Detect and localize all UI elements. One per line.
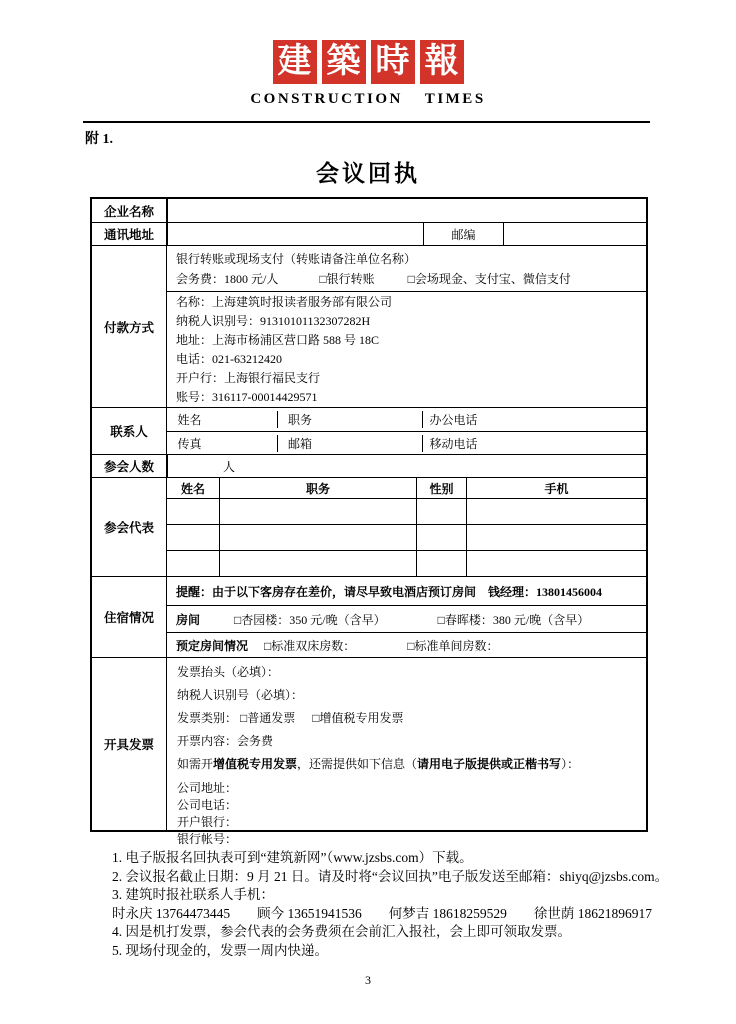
room-label: 房间 — [176, 612, 201, 627]
logo-square — [322, 40, 366, 84]
row-label-payment: 付款方式 — [92, 246, 167, 407]
payee-phone: 电话：021-63212420 — [176, 351, 282, 366]
delegates-row — [92, 477, 646, 576]
room-options-subrow — [167, 605, 646, 632]
payee-tax-id: 纳税人识别号：91310101132307282H — [176, 313, 371, 328]
row-label-contact: 联系人 — [92, 408, 167, 454]
twin-room-count-checkbox[interactable]: □标准双床房数： — [264, 638, 356, 653]
vat-note-text: 如需开 — [177, 757, 214, 771]
contact-office-phone-label: 办公电话 — [422, 411, 484, 428]
attendee-count-row — [92, 454, 646, 477]
delegate-phone-header: 手机 — [466, 478, 646, 498]
company-name-input[interactable] — [167, 199, 646, 222]
delegate-title-input[interactable] — [219, 525, 416, 550]
attachment-label: 附 1. — [85, 132, 113, 147]
invoice-content-line: 开票内容：会务费 — [177, 734, 274, 748]
attendee-count-unit: 人 — [223, 459, 236, 474]
delegate-gender-input[interactable] — [416, 525, 466, 550]
contact-fax-label: 传真 — [177, 436, 202, 451]
footnotes — [112, 849, 736, 960]
vat-invoice-checkbox[interactable]: □增值税专用发票 — [312, 711, 404, 725]
delegate-name-header: 姓名 — [180, 481, 205, 496]
accommodation-reminder: 提醒：由于以下客房存在差价，请尽早致电酒店预订房间 — [176, 584, 477, 599]
fee-amount: 会务费：1800 元/人 — [176, 271, 279, 286]
accommodation-row — [92, 576, 646, 657]
delegate-title-input[interactable] — [219, 499, 416, 524]
contact-name-label: 姓名 — [177, 413, 202, 427]
note-line: 5. 现场付现金的，发票一周内快递。 — [112, 942, 328, 958]
page-number: 3 — [365, 973, 371, 987]
logo-square — [371, 40, 415, 84]
delegate-name-input[interactable] — [167, 525, 219, 550]
form-title: 会议回执 — [316, 161, 420, 186]
vat-note-bold: 请用电子版提供或正楷书写 — [417, 757, 562, 771]
logo-subtitle: CONSTRUCTION TIMES — [250, 91, 486, 107]
contact-row — [92, 407, 646, 454]
contact-content — [167, 408, 646, 454]
delegates-content — [167, 478, 646, 576]
contact-subrow-1 — [167, 408, 646, 431]
row-label-invoice: 开具发票 — [92, 658, 167, 830]
booking-label: 预定房间情况 — [176, 638, 249, 653]
contact-email-label: 邮箱 — [277, 435, 322, 452]
vat-note-text: ）： — [561, 757, 580, 771]
contact-title-label: 职务 — [277, 411, 322, 428]
note-line: 时永庆 13764473445 顾今 13651941536 何梦吉 18618259529 徐世荫 18621896917 — [112, 905, 652, 921]
delegate-title-input[interactable] — [219, 551, 416, 576]
payment-fee-line — [176, 269, 646, 289]
delegate-title-header: 职务 — [219, 478, 416, 498]
delegate-gender-header: 性别 — [416, 478, 466, 498]
invoice-company-phone-field[interactable]: 公司电话： — [177, 798, 238, 812]
hotel-manager-phone: 钱经理：13801456004 — [487, 584, 602, 599]
attendee-count-input[interactable] — [167, 455, 646, 477]
logo-square — [420, 40, 464, 84]
row-label-delegates: 参会代表 — [92, 478, 167, 576]
vat-note-bold: 增值税专用发票 — [213, 757, 298, 771]
accommodation-content — [167, 577, 646, 657]
delegate-entry-row — [167, 524, 646, 550]
logo-character: 報 — [424, 43, 459, 80]
row-label-accommodation: 住宿情况 — [92, 577, 167, 657]
delegate-entry-row — [167, 498, 646, 524]
address-row — [92, 222, 646, 245]
row-label-company-name: 企业名称 — [92, 199, 167, 222]
delegate-phone-input[interactable] — [466, 499, 646, 524]
delegate-entry-row — [167, 550, 646, 576]
contact-mobile-label: 移动电话 — [422, 435, 484, 452]
payment-account-subrow — [167, 291, 646, 407]
invoice-category-label: 发票类别： — [177, 711, 238, 725]
payment-content — [167, 246, 646, 407]
logo-character: 時 — [375, 43, 410, 80]
invoice-category-line — [177, 711, 646, 726]
delegate-phone-input[interactable] — [466, 525, 646, 550]
note-line: 3. 建筑时报社联系人手机： — [112, 887, 274, 902]
logo-square — [273, 40, 317, 84]
delegate-name-input[interactable] — [167, 499, 219, 524]
address-input[interactable] — [167, 223, 423, 245]
row-label-address: 通讯地址 — [92, 223, 167, 245]
payment-method-line: 银行转账或现场支付（转账请备注单位名称） — [176, 251, 417, 266]
chunhui-room-checkbox[interactable]: □春晖楼：380 元/晚（含早） — [437, 612, 590, 627]
logo-squares — [273, 40, 464, 84]
xingyuan-room-checkbox[interactable]: □杏园楼：350 元/晚（含早） — [234, 612, 386, 627]
note-line: 2. 会议报名截止日期：9 月 21 日。请及时将“会议回执”电子版发送至邮箱：shiyq@jzsbs.com。 — [112, 868, 669, 884]
payment-method-subrow — [167, 246, 646, 291]
delegate-gender-input[interactable] — [416, 551, 466, 576]
newspaper-logo — [0, 0, 736, 108]
note-line: 4. 因是机打发票，参会代表的会务费须在会前汇入报社，会上即可领取发票。 — [112, 924, 571, 939]
payment-row — [92, 245, 646, 407]
company-name-row — [92, 199, 646, 222]
invoice-account-field[interactable]: 银行帐号： — [177, 832, 238, 846]
vat-invoice-note — [177, 757, 646, 772]
invoice-row — [92, 657, 646, 846]
payee-bank: 开户行：上海银行福民支行 — [176, 370, 321, 385]
payee-address: 地址：上海市杨浦区营口路 588 号 18C — [176, 332, 380, 347]
payee-account-number: 账号：316117-00014429571 — [176, 389, 318, 404]
header-divider — [83, 121, 650, 123]
onsite-payment-checkbox[interactable]: □会场现金、支付宝、微信支付 — [407, 271, 571, 286]
delegates-header-row — [167, 478, 646, 498]
room-booking-subrow — [167, 632, 646, 657]
payee-name: 名称：上海建筑时报读者服务部有限公司 — [176, 294, 393, 309]
invoice-title-field[interactable]: 发票抬头（必填）： — [177, 665, 280, 679]
general-invoice-checkbox[interactable]: □普通发票 — [240, 711, 296, 725]
delegate-gender-input[interactable] — [416, 499, 466, 524]
reply-form-table — [90, 197, 648, 846]
delegate-phone-input[interactable] — [466, 551, 646, 576]
logo-character: 建 — [277, 43, 312, 80]
bank-transfer-checkbox[interactable]: □银行转账 — [319, 271, 375, 286]
accommodation-reminder-subrow — [167, 577, 646, 605]
single-room-count-checkbox[interactable]: □标准单间房数： — [407, 638, 499, 653]
invoice-company-address-field[interactable]: 公司地址： — [177, 781, 238, 795]
invoice-content — [167, 658, 646, 846]
note-line: 1. 电子版报名回执表可到“建筑新网”（www.jzsbs.com）下载。 — [112, 850, 473, 865]
postal-code-input[interactable] — [503, 223, 646, 245]
delegate-name-input[interactable] — [167, 551, 219, 576]
postal-code-label: 邮编 — [423, 223, 503, 245]
vat-note-text: ，还需提供如下信息（ — [297, 757, 418, 771]
invoice-bank-field[interactable]: 开户银行： — [177, 815, 238, 829]
logo-character: 築 — [326, 43, 361, 80]
invoice-tax-id-field[interactable]: 纳税人识别号（必填）： — [177, 688, 304, 702]
row-label-attendee-count: 参会人数 — [92, 455, 167, 477]
contact-subrow-2 — [167, 431, 646, 454]
